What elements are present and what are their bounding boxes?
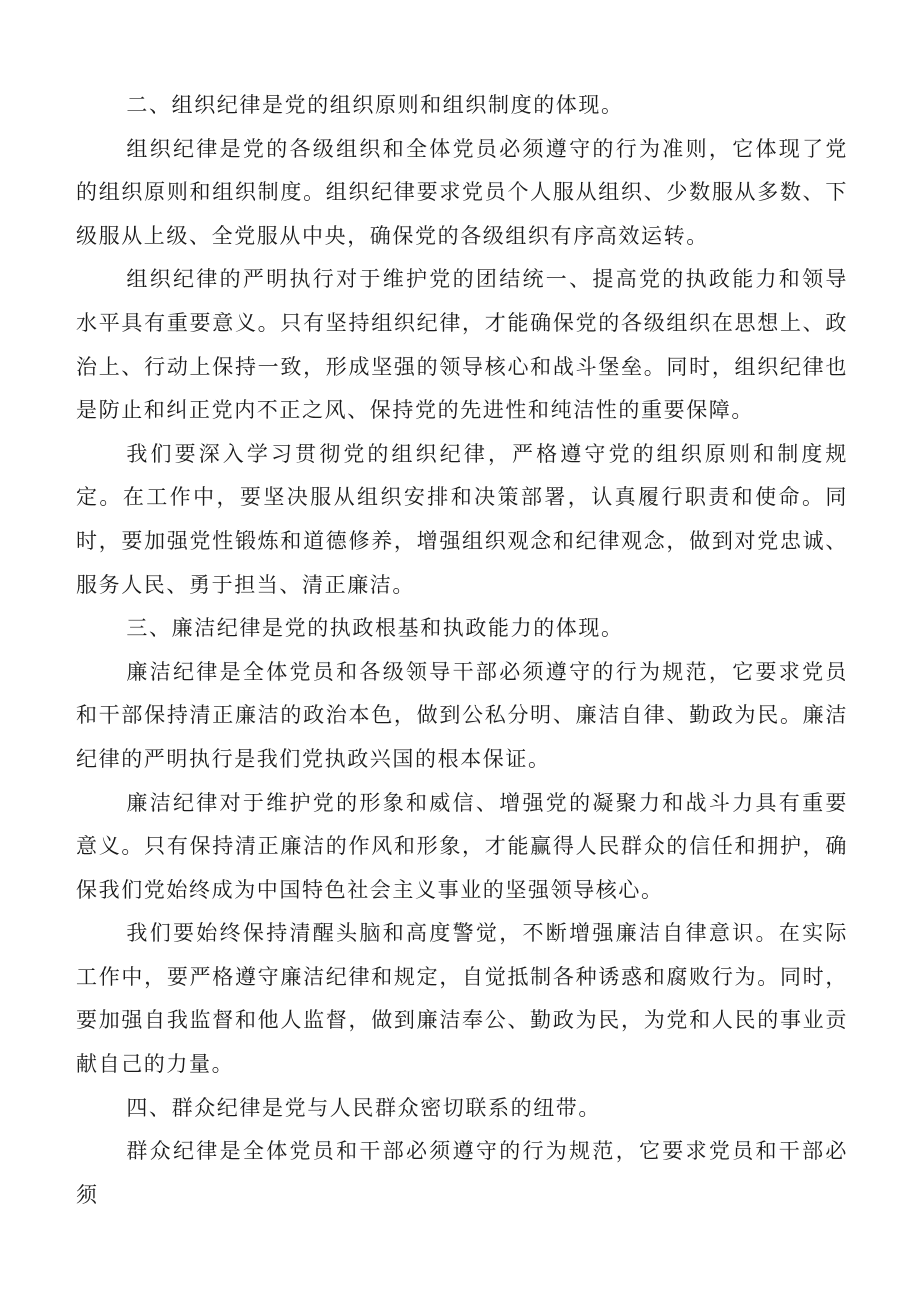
paragraph: 我们要始终保持清醒头脑和高度警觉，不断增强廉洁自律意识。在实际工作中，要严格遵守廉洁纪律和规定，自觉抵制各种诱惑和腐败行为。同时，要加强自我监督和他人监督，做到廉洁奉公、勤政为民，为党和人民的事业贡献自己的力量。 — [76, 921, 848, 1077]
paragraph: 廉洁纪律对于维护党的形象和威信、增强党的凝聚力和战斗力具有重要意义。只有保持清正廉洁的作风和形象，才能赢得人民群众的信任和拥护，确保我们党始终成为中国特色社会主义事业的坚强领导核心。 — [76, 790, 848, 902]
section-heading-organization: 二、组织纪律是党的组织原则和组织制度的体现。 — [126, 93, 624, 117]
paragraph: 我们要深入学习贯彻党的组织纪律，严格遵守党的组织原则和制度规定。在工作中，要坚决服从组织安排和决策部署，认真履行职责和使命。同时，要加强党性锻炼和道德修养，增强组织观念和纪律观念，做到对党忠诚、服务人民、勇于担当、清正廉洁。 — [76, 441, 848, 597]
paragraph: 组织纪律的严明执行对于维护党的团结统一、提高党的执政能力和领导水平具有重要意义。只有坚持组织纪律，才能确保党的各级组织在思想上、政治上、行动上保持一致，形成坚强的领导核心和战斗堡垒。同时，组织纪律也是防止和纠正党内不正之风、保持党的先进性和纯洁性的重要保障。 — [76, 267, 848, 423]
section-heading-integrity: 三、廉洁纪律是党的执政根基和执政能力的体现。 — [126, 616, 624, 641]
paragraph: 群众纪律是全体党员和干部必须遵守的行为规范，它要求党员和干部必须 — [76, 1139, 848, 1207]
document-body — [76, 84, 848, 1217]
section-heading-masses: 四、群众纪律是党与人民群众密切联系的纽带。 — [126, 1095, 601, 1120]
paragraph: 廉洁纪律是全体党员和各级领导干部必须遵守的行为规范，它要求党员和干部保持清正廉洁的政治本色，做到公私分明、廉洁自律、勤政为民。廉洁纪律的严明执行是我们党执政兴国的根本保证。 — [76, 659, 848, 771]
paragraph: 组织纪律是党的各级组织和全体党员必须遵守的行为准则，它体现了党的组织原则和组织制度。组织纪律要求党员个人服从组织、少数服从多数、下级服从上级、全党服从中央，确保党的各级组织有序高效运转。 — [76, 136, 848, 248]
